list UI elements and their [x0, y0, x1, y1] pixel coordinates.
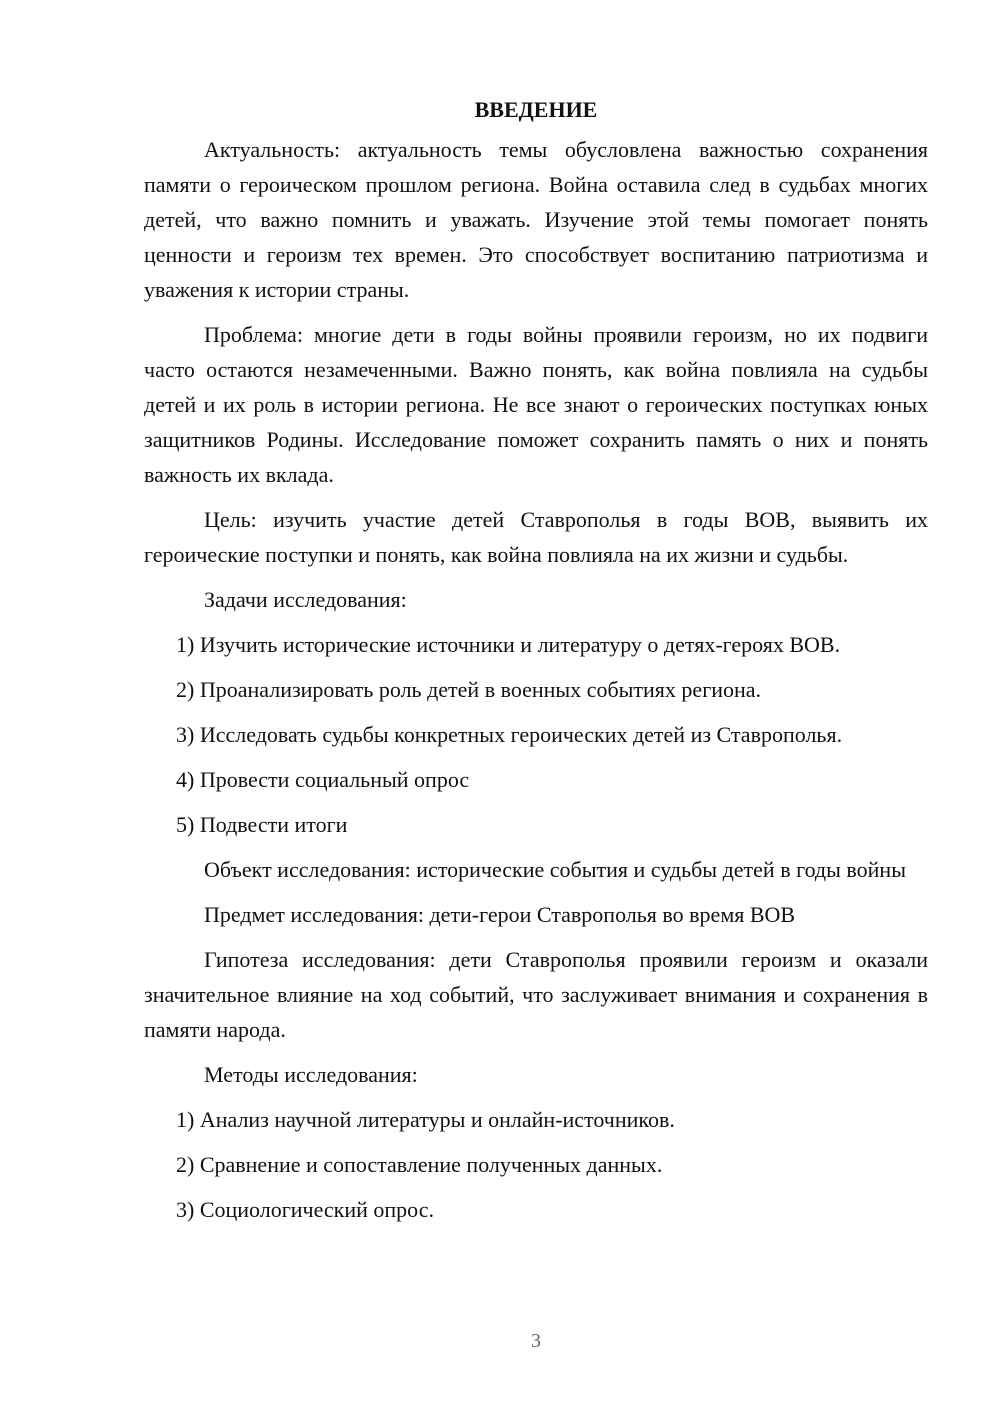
list-item: 3) Исследовать судьбы конкретных героических детей из Ставрополья.: [176, 722, 843, 747]
tasks-list: [144, 627, 928, 842]
page-title: ВВЕДЕНИЕ: [474, 97, 598, 122]
list-item: 5) Подвести итоги: [176, 812, 348, 837]
list-item: 2) Сравнение и сопоставление полученных данных.: [176, 1152, 663, 1177]
list-item: 2) Проанализировать роль детей в военных событиях региона.: [176, 677, 762, 702]
document-page: [144, 96, 928, 1237]
methods-heading: Методы исследования:: [204, 1062, 418, 1087]
object-paragraph: Объект исследования: исторические события и судьбы детей в годы войны: [204, 857, 906, 882]
problem-paragraph: Проблема: многие дети в годы войны проявили героизм, но их подвиги часто остаются незамеченными. Важно понять, как война повлияла на судьбы детей и их роль в истории региона. Не все знают о героических поступках юных защитников Родины. Исследование поможет сохранить память о них и понять важность их вклада.: [144, 322, 928, 487]
page-number: 3: [531, 1330, 541, 1352]
methods-list: [144, 1102, 928, 1227]
list-item: 1) Изучить исторические источники и литературу о детях-героях ВОВ.: [176, 632, 841, 657]
list-item: 4) Провести социальный опрос: [176, 767, 470, 792]
relevance-paragraph: Актуальность: актуальность темы обусловлена важностью сохранения памяти о героическом прошлом региона. Война оставила след в судьбах многих детей, что важно помнить и уважать. Изучение этой темы помогает понять ценности и героизм тех времен. Это способствует воспитанию патриотизма и уважения к истории страны.: [144, 137, 928, 302]
list-item: 3) Социологический опрос.: [176, 1197, 434, 1222]
subject-paragraph: Предмет исследования: дети-герои Ставрополья во время ВОВ: [204, 902, 796, 927]
list-item: 1) Анализ научной литературы и онлайн-источников.: [176, 1107, 675, 1132]
tasks-heading: Задачи исследования:: [204, 587, 407, 612]
hypothesis-paragraph: Гипотеза исследования: дети Ставрополья проявили героизм и оказали значительное влияние на ход событий, что заслуживает внимания и сохранения в памяти народа.: [144, 947, 928, 1042]
goal-paragraph: Цель: изучить участие детей Ставрополья в годы ВОВ, выявить их героические поступки и понять, как война повлияла на их жизни и судьбы.: [144, 507, 928, 567]
